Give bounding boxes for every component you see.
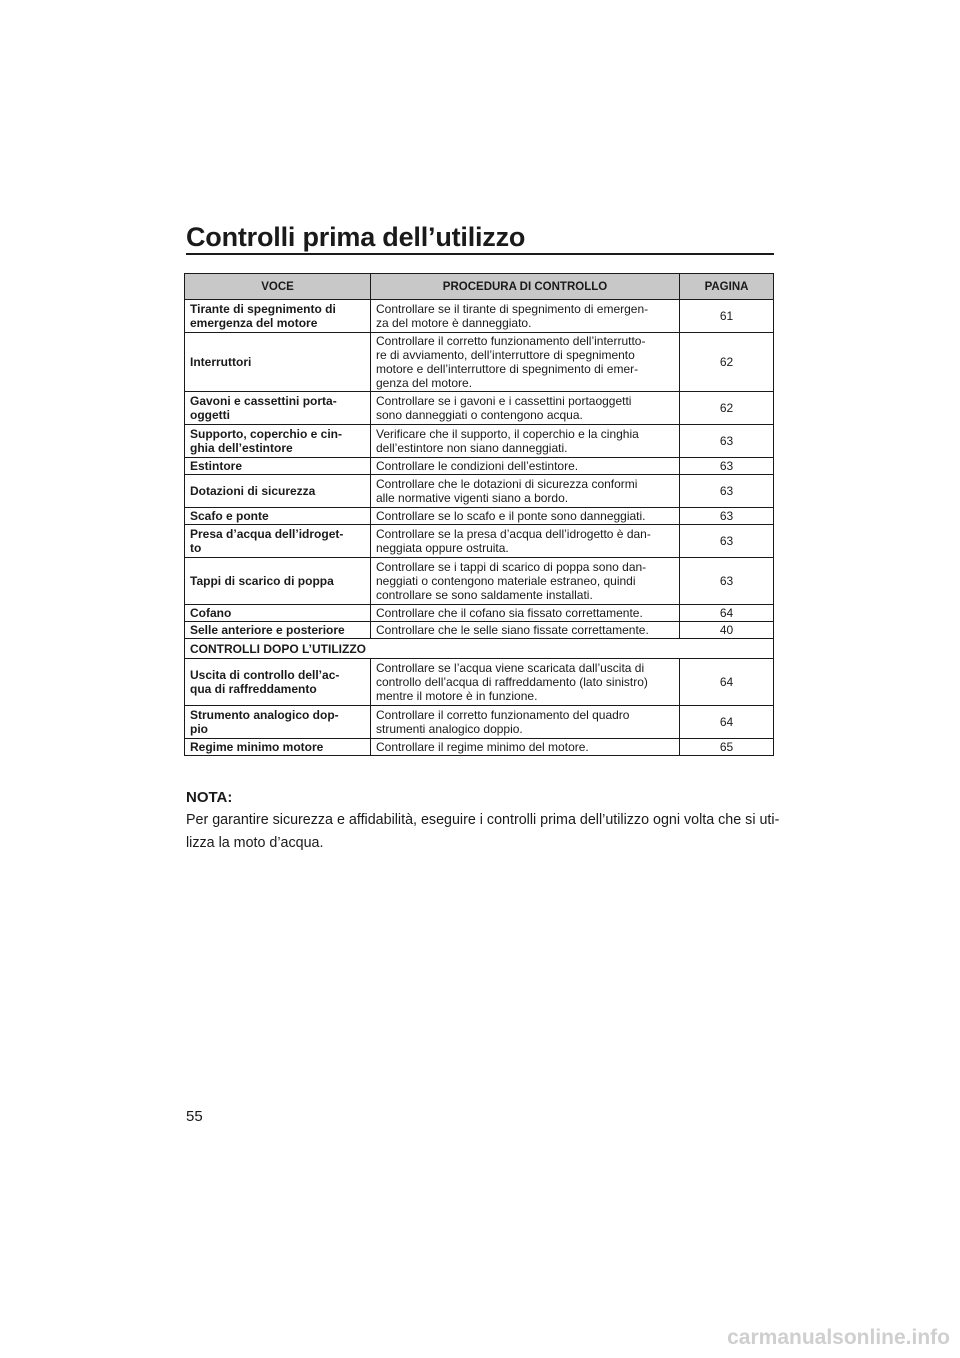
procedure-cell-line: alle normative vigenti siano a bordo. — [376, 491, 569, 505]
page-cell: 63 — [680, 508, 774, 525]
procedure-cell-line: mentre il motore è in funzione. — [376, 689, 538, 703]
nota-text — [186, 809, 780, 855]
table-row — [185, 475, 774, 508]
page-cell: 64 — [680, 605, 774, 622]
page-cell: 61 — [680, 300, 774, 333]
procedure-cell-line: Controllare se la presa d’acqua dell’idrogetto è dan- — [376, 527, 651, 541]
item-cell-line: Tirante di spegnimento di — [190, 302, 336, 316]
procedure-cell-line: Controllare se lo scafo e il ponte sono danneggiati. — [376, 509, 646, 523]
item-cell — [185, 706, 371, 739]
procedure-cell-line: sono danneggiati o contengono acqua. — [376, 408, 583, 422]
procedure-cell — [371, 392, 680, 425]
procedure-cell — [371, 475, 680, 508]
table-row — [185, 508, 774, 525]
procedure-cell-line: neggiata oppure ostruita. — [376, 541, 509, 555]
item-cell-line: to — [190, 541, 202, 555]
procedure-cell — [371, 300, 680, 333]
procedure-cell-line: controllo dell’acqua di raffreddamento (lato sinistro) — [376, 675, 648, 689]
item-cell-line: Scafo e ponte — [190, 509, 269, 523]
page-cell: 62 — [680, 392, 774, 425]
page-cell: 40 — [680, 622, 774, 639]
item-cell — [185, 508, 371, 525]
table-body-after — [185, 659, 774, 756]
procedure-cell — [371, 333, 680, 392]
item-cell — [185, 300, 371, 333]
item-cell-line: Tappi di scarico di poppa — [190, 574, 334, 588]
procedure-cell-line: Controllare che le dotazioni di sicurezza conformi — [376, 477, 638, 491]
item-cell-line: emergenza del motore — [190, 316, 318, 330]
page-cell: 63 — [680, 425, 774, 458]
procedure-cell — [371, 558, 680, 605]
item-cell-line: Estintore — [190, 459, 243, 473]
procedure-cell — [371, 622, 680, 639]
item-cell — [185, 392, 371, 425]
page-number: 55 — [186, 1108, 203, 1125]
procedure-cell-line: Controllare che le selle siano fissate correttamente. — [376, 623, 649, 637]
procedure-cell-line: dell’estintore non siano danneggiati. — [376, 441, 568, 455]
item-cell-line: oggetti — [190, 408, 230, 422]
header-procedura: PROCEDURA DI CONTROLLO — [371, 274, 680, 300]
header-pagina: PAGINA — [680, 274, 774, 300]
page-cell: 63 — [680, 458, 774, 475]
table-row — [185, 558, 774, 605]
section-title: CONTROLLI DOPO L’UTILIZZO — [185, 639, 774, 659]
page-cell: 62 — [680, 333, 774, 392]
item-cell-line: Presa d’acqua dell’idroget- — [190, 527, 344, 541]
item-cell-line: qua di raffreddamento — [190, 682, 317, 696]
item-cell-line: Gavoni e cassettini porta- — [190, 394, 337, 408]
procedure-cell-line: strumenti analogico doppio. — [376, 722, 523, 736]
procedure-cell-line: za del motore è danneggiato. — [376, 316, 532, 330]
procedure-cell-line: Controllare le condizioni dell’estintore. — [376, 459, 579, 473]
item-cell — [185, 475, 371, 508]
item-cell-line: ghia dell’estintore — [190, 441, 293, 455]
procedure-cell-line: motore e dell’interruttore di spegnimento di emer- — [376, 362, 639, 376]
procedure-cell-line: Controllare che il cofano sia fissato correttamente. — [376, 606, 643, 620]
page-cell: 63 — [680, 475, 774, 508]
page-cell: 63 — [680, 525, 774, 558]
item-cell-line: Interruttori — [190, 355, 252, 369]
table-row — [185, 458, 774, 475]
procedure-cell-line: Controllare se il tirante di spegnimento di emergen- — [376, 302, 649, 316]
procedure-cell — [371, 458, 680, 475]
procedure-cell — [371, 739, 680, 756]
procedure-cell-line: Verificare che il supporto, il coperchio e la cinghia — [376, 427, 639, 441]
table-row — [185, 425, 774, 458]
nota-line: Per garantire sicurezza e affidabilità, eseguire i controlli prima dell’utilizzo ogni volta che si uti- — [186, 812, 780, 828]
nota-label: NOTA: — [186, 789, 233, 806]
procedure-cell — [371, 706, 680, 739]
item-cell-line: pio — [190, 722, 208, 736]
table-section — [185, 639, 774, 659]
procedure-cell — [371, 525, 680, 558]
section-row — [185, 639, 774, 659]
item-cell-line: Cofano — [190, 606, 232, 620]
item-cell — [185, 622, 371, 639]
table-row — [185, 525, 774, 558]
item-cell — [185, 659, 371, 706]
procedure-cell-line: neggiati o contengono materiale estraneo, quindi — [376, 574, 636, 588]
table-row — [185, 392, 774, 425]
item-cell-line: Uscita di controllo dell’ac- — [190, 668, 340, 682]
table-header-row — [185, 274, 774, 300]
item-cell-line: Regime minimo motore — [190, 740, 324, 754]
checks-table — [184, 273, 774, 756]
procedure-cell-line: Controllare il corretto funzionamento dell’interrutto- — [376, 334, 646, 348]
title-underline — [186, 253, 774, 255]
item-cell-line: Dotazioni di sicurezza — [190, 484, 316, 498]
item-cell-line: Selle anteriore e posteriore — [190, 623, 345, 637]
page-cell: 65 — [680, 739, 774, 756]
table-row — [185, 739, 774, 756]
procedure-cell-line: Controllare se l’acqua viene scaricata dall’uscita di — [376, 661, 645, 675]
page-title: Controlli prima dell’utilizzo — [186, 222, 526, 252]
item-cell — [185, 605, 371, 622]
item-cell — [185, 739, 371, 756]
item-cell — [185, 458, 371, 475]
item-cell — [185, 558, 371, 605]
item-cell — [185, 525, 371, 558]
table-row — [185, 300, 774, 333]
item-cell-line: Strumento analogico dop- — [190, 708, 339, 722]
watermark: carmanualsonline.info — [727, 1326, 950, 1349]
table-row — [185, 706, 774, 739]
procedure-cell-line: Controllare il regime minimo del motore. — [376, 740, 589, 754]
table-row — [185, 659, 774, 706]
procedure-cell — [371, 425, 680, 458]
page-cell: 64 — [680, 659, 774, 706]
nota-line: lizza la moto d’acqua. — [186, 835, 324, 851]
procedure-cell — [371, 605, 680, 622]
procedure-cell — [371, 659, 680, 706]
procedure-cell-line: Controllare se i gavoni e i cassettini portaoggetti — [376, 394, 632, 408]
procedure-cell-line: genza del motore. — [376, 376, 473, 390]
procedure-cell-line: controllare se sono saldamente installati. — [376, 588, 593, 602]
item-cell-line: Supporto, coperchio e cin- — [190, 427, 343, 441]
procedure-cell-line: Controllare se i tappi di scarico di poppa sono dan- — [376, 560, 647, 574]
procedure-cell-line: re di avviamento, dell’interruttore di spegnimento — [376, 348, 635, 362]
table-row — [185, 622, 774, 639]
header-voce: VOCE — [185, 274, 371, 300]
procedure-cell — [371, 508, 680, 525]
item-cell — [185, 425, 371, 458]
page-cell: 64 — [680, 706, 774, 739]
item-cell — [185, 333, 371, 392]
table-row — [185, 605, 774, 622]
table-row — [185, 333, 774, 392]
procedure-cell-line: Controllare il corretto funzionamento del quadro — [376, 708, 630, 722]
page-cell: 63 — [680, 558, 774, 605]
table-body-before — [185, 300, 774, 639]
